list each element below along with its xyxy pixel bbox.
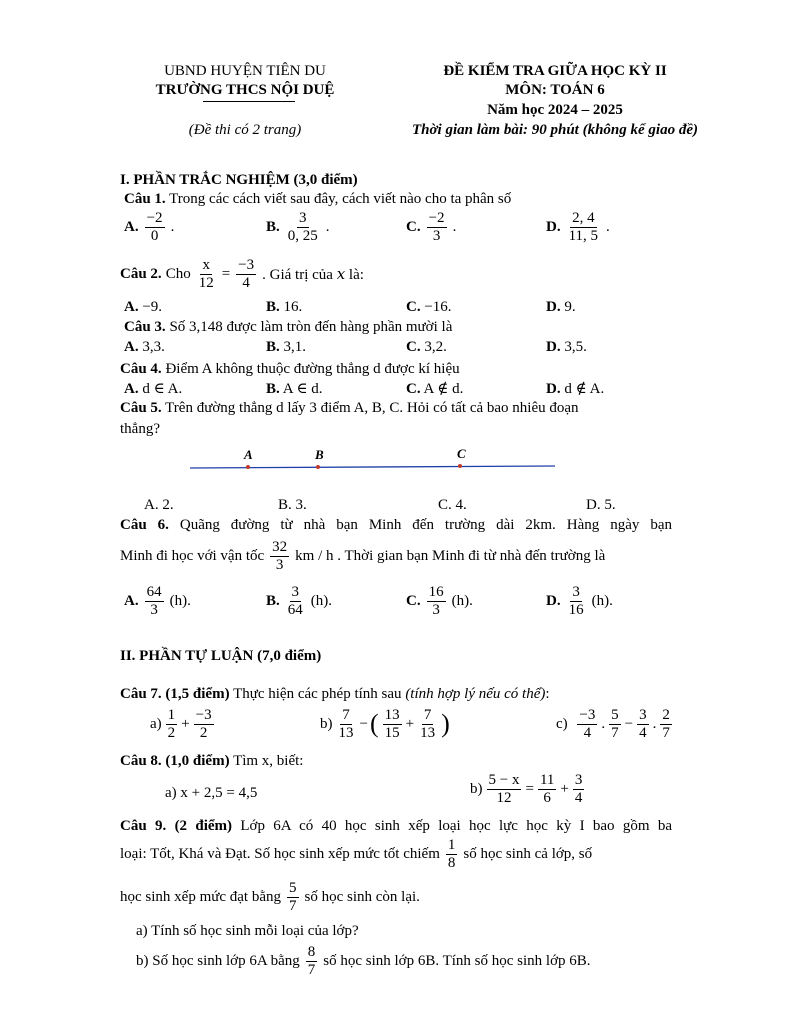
- q6-option-b: B. $\frac{3}{64}$ (h).: [266, 584, 333, 618]
- q2-option-c: C. −16.: [406, 299, 452, 315]
- q9-sub-b: b) Số học sinh lớp 6A bằng $\frac{8}{7}$ số học sinh lớp 6B. Tính số học sinh lớp 6B.: [136, 944, 591, 978]
- q4-option-d: D. d ∉ A.: [546, 381, 605, 397]
- part2-title: II. PHẦN TỰ LUẬN (7,0 điểm): [120, 648, 322, 664]
- q3-option-d: D. 3,5.: [546, 339, 587, 355]
- q3-option-b: B. 3,1.: [266, 339, 307, 355]
- part1-title: I. PHẦN TRẮC NGHIỆM (3,0 điểm): [120, 172, 358, 188]
- line-d: [190, 466, 555, 468]
- q5-option-a: A. 2.: [144, 497, 174, 513]
- q6-option-a: A. $\frac{64}{3}$ (h).: [124, 584, 191, 618]
- q1-option-d: D. $\frac{2, 4}{11, 5}$ .: [546, 210, 610, 244]
- q7-part-a: a) $\frac{1}{2}$ + $\frac{-3}{2}$: [150, 707, 212, 741]
- exam-title: ĐỀ KIỂM TRA GIỮA HỌC KỲ II: [443, 63, 667, 79]
- q8-part-a: a) x + 2,5 = 4,5: [165, 785, 258, 801]
- point-b-dot: [316, 465, 320, 469]
- q5-option-c: C. 4.: [438, 497, 467, 513]
- point-a-dot: [246, 465, 250, 469]
- q2-text: Câu 2. Cho $\frac{x}{12}$ = $\frac{-3}{4}$ . Giá trị của 𝑥 là:: [120, 257, 364, 291]
- point-a-label: A: [244, 447, 253, 462]
- q5-option-d: D. 5.: [586, 497, 616, 513]
- q1-option-a: A. $\frac{-2}{0}$ .: [124, 210, 175, 244]
- q1-option-b: B. $\frac{3}{0, 25}$ .: [266, 210, 330, 244]
- q4-option-a: A. d ∈ A.: [124, 381, 183, 397]
- q8-part-b: b) $\frac{5 - x}{12}$ = $\frac{11}{6}$ + $\frac{3}{4}$: [470, 772, 583, 806]
- q7-part-c: c) $\frac{-3}{4}$ . $\frac{5}{7}$ − $\frac{3}{4}$ . $\frac{2}{7}$: [556, 707, 670, 741]
- q8-text: Câu 8. (1,0 điểm) Tìm x, biết:: [120, 753, 304, 769]
- q6-text: Câu 6. Quãng đường từ nhà bạn Minh đến trường dài 2km. Hàng ngày bạn: [120, 517, 672, 533]
- q6-text-cont: Minh đi học với vận tốc $\frac{32}{3}$ km / h . Thời gian bạn Minh đi từ nhà đến trường là: [120, 539, 606, 573]
- q3-text: Câu 3. Số 3,148 được làm tròn đến hàng phần mười là: [124, 319, 453, 335]
- school-year: Năm học 2024 – 2025: [487, 102, 623, 118]
- time-note: Thời gian làm bài: 90 phút (không kể giao đề): [412, 122, 698, 138]
- q1-option-c: C. $\frac{-2}{3}$ .: [406, 210, 457, 244]
- school-district: UBND HUYỆN TIÊN DU: [164, 63, 326, 79]
- point-c-label: C: [457, 446, 466, 461]
- q1-text: Câu 1. Trong các cách viết sau đây, cách viết nào cho ta phân số: [124, 191, 512, 207]
- q4-option-c: C. A ∉ d.: [406, 381, 464, 397]
- page-count-note: (Đề thi có 2 trang): [188, 122, 302, 138]
- exam-subject: MÔN: TOÁN 6: [505, 82, 605, 98]
- q6-option-c: C. $\frac{16}{3}$ (h).: [406, 584, 473, 618]
- q3-option-c: C. 3,2.: [406, 339, 447, 355]
- q6-option-d: D. $\frac{3}{16}$ (h).: [546, 584, 613, 618]
- point-b-label: B: [315, 447, 324, 462]
- q2-option-a: A. −9.: [124, 299, 163, 315]
- q5-text-cont: thẳng?: [120, 421, 160, 437]
- q2-option-b: B. 16.: [266, 299, 303, 315]
- q9-text-line3: học sinh xếp mức đạt bằng $\frac{5}{7}$ số học sinh còn lại.: [120, 880, 420, 914]
- q5-option-b: B. 3.: [278, 497, 307, 513]
- q7-text: Câu 7. (1,5 điểm) Thực hiện các phép tính sau (tính hợp lý nếu có thể):: [120, 686, 550, 702]
- q9-text: Câu 9. (2 điểm) Lớp 6A có 40 học sinh xếp loại học lực học kỳ I bao gồm ba: [120, 818, 673, 834]
- school-name: TRƯỜNG THCS NỘI DUỆ: [155, 82, 335, 98]
- q5-text: Câu 5. Trên đường thẳng d lấy 3 điểm A, B, C. Hỏi có tất cả bao nhiêu đoạn: [120, 400, 579, 416]
- q9-sub-a: a) Tính số học sinh mỗi loại của lớp?: [136, 923, 359, 939]
- q7-part-b: b) $\frac{7}{13}$ − ( $\frac{13}{15}$ + $\frac{7}{13}$ ): [320, 707, 450, 741]
- q2-option-d: D. 9.: [546, 299, 576, 315]
- q4-option-b: B. A ∈ d.: [266, 381, 323, 397]
- q3-option-a: A. 3,3.: [124, 339, 165, 355]
- point-c-dot: [458, 464, 462, 468]
- q4-text: Câu 4. Điểm A không thuộc đường thẳng d được kí hiệu: [120, 361, 460, 377]
- q9-text-line2: loại: Tốt, Khá và Đạt. Số học sinh xếp mức tốt chiếm $\frac{1}{8}$ số học sinh cả lớp, số: [120, 837, 593, 871]
